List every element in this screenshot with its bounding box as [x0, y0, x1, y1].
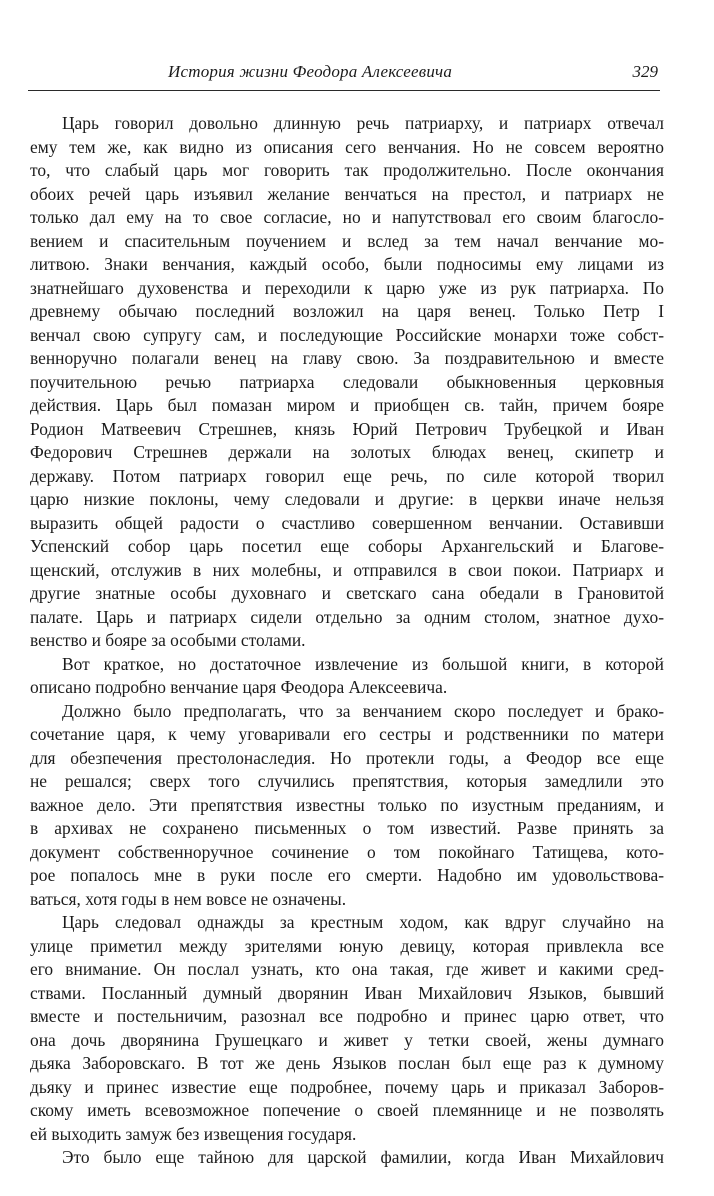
- text-line: державу. Потом патриарх говорил еще речь, по силе которой творил: [30, 465, 664, 486]
- text-line: вением и спасительным поучением и вслед за тем начал венчание мо-: [30, 230, 664, 251]
- text-line: документ собственноручное сочинение о том покойнаго Татищева, кото-: [30, 841, 664, 862]
- text-line: щенский, отслужив в них молебны, и отправился в свои покои. Патриарх и: [30, 559, 664, 580]
- text-line: литвою. Знаки венчания, каждый особо, были подносимы ему лицами из: [30, 254, 664, 274]
- text-line: Это было еще тайною для царской фамилии, когда Иван Михайлович: [62, 1147, 664, 1167]
- text-line: действия. Царь был помазан миром и приобщен св. тайн, причем бояре: [30, 395, 664, 415]
- text-line: скому иметь всевозможное попечение о своей племяннице и не позволять: [30, 1100, 664, 1120]
- text-line: ей выходить замуж без извещения государя.: [30, 1123, 357, 1144]
- text-line: Царь следовал однажды за крестным ходом, как вдруг случайно на: [62, 912, 664, 932]
- text-line: ваться, хотя годы в нем вовсе не означены.: [30, 888, 347, 909]
- text-line: для обезпечения престолонаследия. Но протекли годы, а Феодор все еще: [30, 747, 664, 768]
- text-line: ему тем же, как видно из описания сего венчания. Но не совсем вероятно: [30, 136, 664, 157]
- text-line: она дочь дворянина Грушецкаго и живет у тетки своей, жены думнаго: [30, 1029, 664, 1050]
- running-head: [28, 62, 658, 86]
- text-line: дьяку и принес известие еще подробнее, почему царь и приказал Заборов-: [30, 1076, 664, 1097]
- text-line: только дал ему на то свое согласие, но и напутствовал его своим благосло-: [30, 207, 664, 227]
- text-line: вместе и постельничим, разознал все подробно и принес царю ответ, что: [30, 1006, 664, 1026]
- text-line: царю низкие поклоны, чему следовали и другие: в церкви иначе нельзя: [30, 489, 664, 509]
- text-line: поучительною речью патриарха следовали обыкновенныя церковныя: [30, 371, 664, 392]
- text-line: сочетание царя, к чему уговаривали его сестры и родственники по матери: [30, 724, 664, 744]
- body-text: [30, 112, 664, 1170]
- text-line: описано подробно венчание царя Феодора Алексеевича.: [30, 677, 448, 697]
- text-line: палате. Царь и патриарх сидели отдельно за одним столом, знатное духо-: [30, 606, 664, 627]
- text-line: древнему обычаю последний возложил на царя венец. Только Петр I: [30, 301, 664, 321]
- text-line: Вот краткое, но достаточное извлечение из большой книги, в которой: [62, 653, 664, 674]
- text-line: Успенский собор царь посетил еще соборы Архангельский и Благове-: [30, 536, 664, 556]
- text-line: ствами. Посланный думный дворянин Иван Михайлович Языков, бывший: [30, 982, 664, 1003]
- text-line: улице приметил между зрителями юную девицу, которая привлекла все: [30, 935, 664, 956]
- text-line: выразить общей радости о счастливо совершенном венчании. Оставивши: [30, 512, 664, 533]
- text-line: венство и бояре за особыми столами.: [30, 630, 306, 650]
- text-line: венноручно полагали венец на главу свою. За поздравительною и вместе: [30, 348, 664, 368]
- page-number: 329: [632, 62, 658, 81]
- text-line: важное дело. Эти препятствия известны только по изустным преданиям, и: [30, 794, 664, 815]
- text-line: дьяка Заборовскаго. В тот же день Языков послан был еще раз к думному: [30, 1053, 664, 1073]
- text-line: обоих речей царь изъявил желание венчаться на престол, и патриарх не: [30, 183, 664, 204]
- text-line: знатнейшаго духовенства и переходили к царю уже из рук патриарха. По: [30, 277, 664, 298]
- text-line: Царь говорил довольно длинную речь патриарху, и патриарх отвечал: [62, 113, 664, 133]
- text-line: рое попалось мне в руки после его смерти. Надобно им удовольствова-: [30, 865, 664, 885]
- running-title: История жизни Феодора Алексеевича: [168, 62, 453, 81]
- text-line: не решался; сверх того случились препятствия, которыя замедлили это: [30, 771, 664, 791]
- text-line: венчал свою супругу сам, и последующие Российские монархи тоже собст-: [30, 324, 664, 345]
- text-line: Федорович Стрешнев держали на золотых блюдах венец, скипетр и: [30, 442, 664, 462]
- text-line: другие знатные особы духовнаго и светскаго сана обедали в Грановитой: [30, 583, 664, 603]
- text-line: Родион Матвеевич Стрешнев, князь Юрий Петрович Трубецкой и Иван: [30, 418, 664, 439]
- text-line: то, что слабый царь мог говорить так продолжительно. После окончания: [30, 160, 664, 180]
- header-rule: [28, 90, 660, 91]
- text-line: Должно было предполагать, что за венчанием скоро последует и брако-: [62, 700, 664, 721]
- text-line: его внимание. Он послал узнать, кто она такая, где живет и какими сред-: [30, 959, 664, 979]
- text-line: в архивах не сохранено письменных о том известий. Разве принять за: [30, 818, 664, 838]
